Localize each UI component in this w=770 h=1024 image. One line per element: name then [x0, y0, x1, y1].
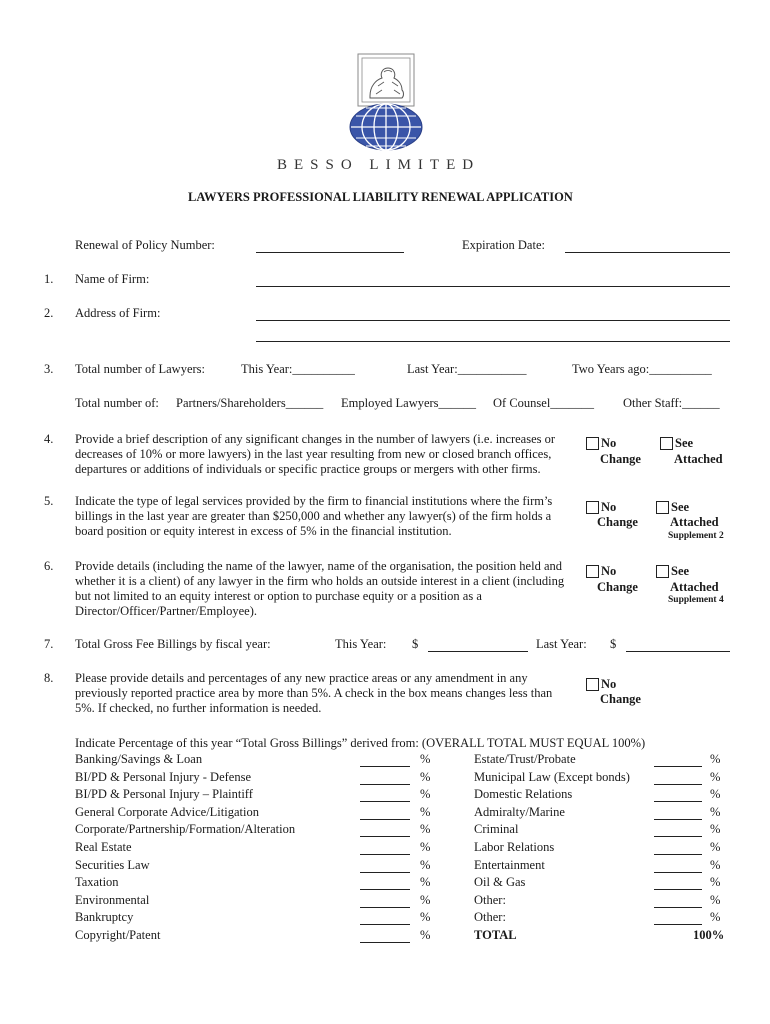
partners-shareholders[interactable]: Partners/Shareholders______: [176, 396, 324, 410]
percent-sign: %: [420, 822, 431, 837]
practice-percent-field[interactable]: [654, 889, 702, 890]
other-staff[interactable]: Other Staff:______: [623, 396, 720, 410]
question-number: 2.: [44, 306, 54, 320]
q5-text: Indicate the type of legal services provided by the firm to financial institutions where the firm’s billings in the last year are greater than $250,000 and whether any lawyer(s) of the firm holds a board position or equity interest in excess of 5% in the financial institution.: [75, 494, 553, 538]
q5-see-attached-label-2: Attached: [670, 515, 719, 529]
practice-area-label: Labor Relations: [474, 840, 555, 854]
q4-see-attached-label: See: [675, 436, 694, 450]
policy-number-field[interactable]: [256, 252, 404, 253]
practice-percent-field[interactable]: [360, 766, 410, 767]
q5-supplement-label: Supplement 2: [668, 531, 724, 541]
q6-no-change-checkbox[interactable]: [586, 565, 599, 578]
q8-no-change-label-2: Change: [600, 692, 641, 706]
question-number: 6.: [44, 559, 54, 573]
practice-area-label: Estate/Trust/Probate: [474, 752, 576, 766]
practice-area-label: Oil & Gas: [474, 875, 526, 890]
percent-sign: %: [420, 910, 431, 925]
firm-address-field-1[interactable]: [256, 320, 730, 321]
policy-number-label: Renewal of Policy Number:: [75, 238, 215, 252]
practice-area-label: Taxation: [75, 875, 119, 890]
percent-sign: %: [710, 822, 721, 837]
practice-area-label: Municipal Law (Except bonds): [474, 769, 630, 784]
practice-area-label: Corporate/Partnership/Formation/Alteration: [75, 822, 296, 837]
practice-percent-field[interactable]: [360, 801, 410, 802]
firm-address-field-2[interactable]: [256, 341, 730, 342]
practice-percent-field[interactable]: [360, 924, 410, 925]
expiration-date-label: Expiration Date:: [462, 238, 545, 252]
billings-last-year-field[interactable]: [626, 651, 730, 652]
practice-percent-field[interactable]: [654, 766, 702, 767]
practice-percent-field[interactable]: [360, 942, 410, 943]
q5-see-attached-label: See: [671, 500, 690, 514]
q4-text: Provide a brief description of any significant changes in the number of lawyers (i.e. increases or decreases of 10% or more lawyers) in the last year resulting from new or closed branch offices, departures or additions of individuals or specific practice groups or mergers with other firms.: [75, 432, 556, 476]
practice-percent-field[interactable]: [360, 889, 410, 890]
q5-no-change-label-2: Change: [597, 515, 638, 529]
practice-area-label: Securities Law: [75, 857, 150, 872]
practice-percent-field[interactable]: [654, 854, 702, 855]
practice-percent-field[interactable]: [654, 907, 702, 908]
of-counsel[interactable]: Of Counsel_______: [493, 396, 595, 410]
practice-area-label: Bankruptcy: [75, 910, 134, 925]
practice-area-label: Copyright/Patent: [75, 928, 161, 942]
total-value: 100%: [693, 928, 725, 942]
practice-percent-field[interactable]: [360, 854, 410, 855]
practice-area-label: Other:: [474, 910, 506, 925]
billings-this-year-field[interactable]: [428, 651, 528, 652]
percent-sign: %: [420, 928, 431, 942]
company-name: BESSO LIMITED: [277, 157, 481, 173]
billings-this-year-label: This Year:: [335, 637, 387, 651]
percent-sign: %: [420, 840, 431, 854]
q4-no-change-checkbox[interactable]: [586, 437, 599, 450]
percent-sign: %: [420, 857, 431, 872]
firm-address-label: Address of Firm:: [75, 306, 161, 320]
percent-sign: %: [710, 840, 721, 854]
practice-area-label: BI/PD & Personal Injury – Plaintiff: [75, 787, 253, 802]
lawyers-this-year[interactable]: This Year:__________: [241, 362, 355, 376]
expiration-date-field[interactable]: [565, 252, 730, 253]
question-number: 3.: [44, 362, 54, 376]
q4-see-attached-checkbox[interactable]: [660, 437, 673, 450]
q8-text: Please provide details and percentages of any new practice areas or any amendment in any previously reported practice area by more than 5%. A check in the box means changes less than 5%. If checked, no further information is needed.: [75, 671, 553, 715]
percent-sign: %: [420, 875, 431, 890]
form-title: LAWYERS PROFESSIONAL LIABILITY RENEWAL APPLICATION: [188, 190, 573, 204]
practice-percent-field[interactable]: [360, 819, 410, 820]
practice-area-label: Criminal: [474, 822, 519, 837]
practice-percent-field[interactable]: [360, 784, 410, 785]
practice-area-label: Banking/Savings & Loan: [75, 752, 203, 766]
practice-intro: Indicate Percentage of this year “Total Gross Billings” derived from: (OVERALL TOTAL MUST EQUAL 100%): [75, 736, 646, 750]
q6-no-change-label: No: [601, 564, 617, 578]
percent-sign: %: [710, 787, 721, 802]
q5-no-change-label: No: [601, 500, 617, 514]
practice-percent-field[interactable]: [360, 836, 410, 837]
question-number: 1.: [44, 272, 54, 286]
percent-sign: %: [420, 752, 431, 766]
practice-area-label: Environmental: [75, 892, 150, 907]
practice-percent-field[interactable]: [654, 924, 702, 925]
practice-area-label: General Corporate Advice/Litigation: [75, 804, 259, 819]
q6-see-attached-label: See: [671, 564, 690, 578]
q6-no-change-label-2: Change: [597, 580, 638, 594]
practice-percent-field[interactable]: [654, 872, 702, 873]
practice-area-label: Other:: [474, 892, 506, 907]
currency-symbol: $: [412, 637, 419, 651]
q5-see-attached-checkbox[interactable]: [656, 501, 669, 514]
percent-sign: %: [420, 769, 431, 784]
percent-sign: %: [710, 804, 721, 819]
question-number: 7.: [44, 637, 54, 651]
practice-percent-field[interactable]: [360, 872, 410, 873]
firm-name-label: Name of Firm:: [75, 272, 150, 286]
currency-symbol: $: [610, 637, 617, 651]
practice-area-label: Real Estate: [75, 840, 132, 854]
practice-area-label: Domestic Relations: [474, 787, 573, 802]
percent-sign: %: [710, 875, 721, 890]
percent-sign: %: [420, 892, 431, 907]
q8-no-change-label: No: [601, 677, 617, 691]
total-label: TOTAL: [474, 928, 517, 942]
practice-percent-field[interactable]: [654, 836, 702, 837]
practice-area-label: Entertainment: [474, 857, 545, 872]
q8-no-change-checkbox[interactable]: [586, 678, 599, 691]
practice-area-label: Admiralty/Marine: [474, 804, 565, 819]
firm-name-field[interactable]: [256, 286, 730, 287]
employed-lawyers[interactable]: Employed Lawyers______: [341, 396, 477, 410]
percent-sign: %: [420, 804, 431, 819]
practice-area-label: BI/PD & Personal Injury - Defense: [75, 769, 252, 784]
question-number: 4.: [44, 432, 54, 446]
total-number-of-label: Total number of:: [75, 396, 159, 410]
q5-no-change-checkbox[interactable]: [586, 501, 599, 514]
percent-sign: %: [710, 752, 721, 766]
q4-no-change-label-2: Change: [600, 452, 641, 466]
gross-fee-billings-label: Total Gross Fee Billings by fiscal year:: [75, 637, 271, 651]
practice-percent-field[interactable]: [360, 907, 410, 908]
lawyers-count-label: Total number of Lawyers:: [75, 362, 205, 376]
practice-percent-field[interactable]: [654, 784, 702, 785]
question-number: 5.: [44, 494, 54, 508]
q4-see-attached-label-2: Attached: [674, 452, 723, 466]
percent-sign: %: [420, 787, 431, 802]
billings-last-year-label: Last Year:: [536, 637, 587, 651]
practice-percent-field[interactable]: [654, 801, 702, 802]
percent-sign: %: [710, 892, 721, 907]
q6-see-attached-checkbox[interactable]: [656, 565, 669, 578]
q6-text: Provide details (including the name of the lawyer, name of the organisation, the position held and whether it is a client) of any lawyer in the firm who holds an outside interest in a client (including but not limited to an equity interest or option to purchase equity or a position as a Director/Officer/Partner/Employee).: [75, 559, 565, 618]
q6-see-attached-label-2: Attached: [670, 580, 719, 594]
percent-sign: %: [710, 910, 721, 925]
percent-sign: %: [710, 769, 721, 784]
q6-supplement-label: Supplement 4: [668, 595, 724, 605]
q4-no-change-label: No: [601, 436, 617, 450]
percent-sign: %: [710, 857, 721, 872]
practice-percent-field[interactable]: [654, 819, 702, 820]
question-number: 8.: [44, 671, 54, 685]
company-logo: [348, 52, 424, 152]
lawyers-last-year[interactable]: Last Year:___________: [407, 362, 527, 376]
lawyers-two-years-ago[interactable]: Two Years ago:__________: [572, 362, 712, 376]
